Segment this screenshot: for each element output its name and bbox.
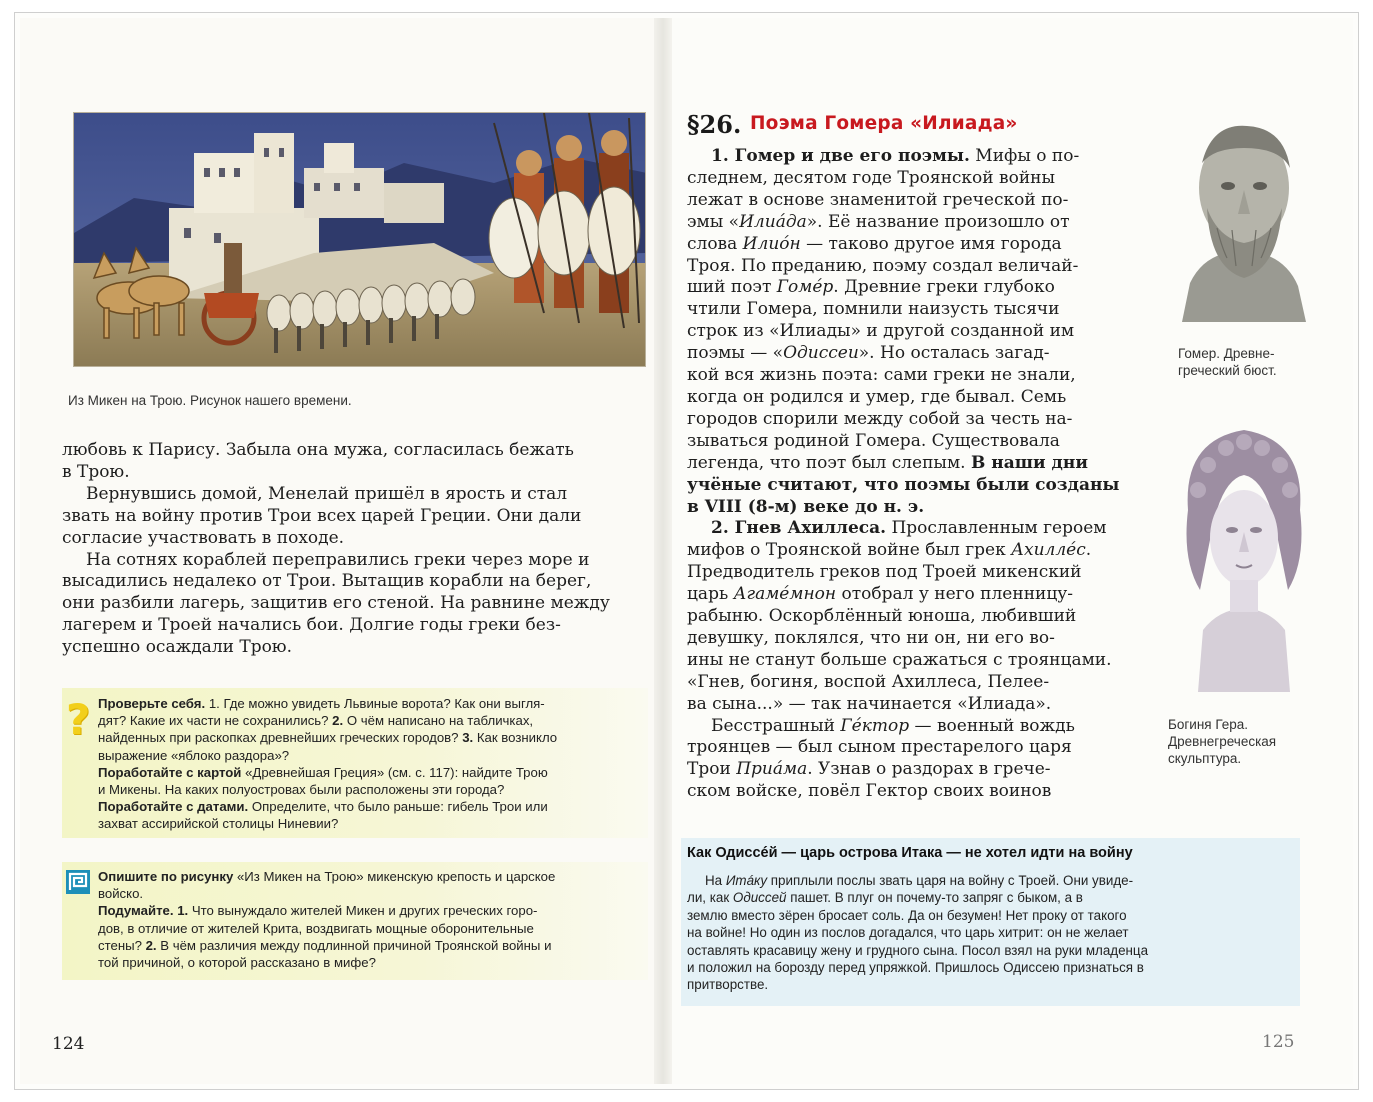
text-line xyxy=(687,343,1149,365)
text-fragment: — таково другое имя города xyxy=(800,233,1062,254)
text-line: когда он родился и умер, где бывал. Семь xyxy=(687,386,1067,407)
question-number: 3. xyxy=(462,730,474,746)
text-fragment: — военный вождь xyxy=(909,715,1075,736)
question-text: О чём написано на табличках, xyxy=(343,713,534,729)
question-text: Как возникло xyxy=(473,730,558,746)
text-fragment: слова xyxy=(687,233,743,254)
term-odysseus: Одиссей xyxy=(732,890,787,906)
box-line: оставлять красавицу жену и грудного сына. Посол взял на руки младенца xyxy=(687,942,1149,958)
task-text: В чём различия между подлинной причиной Троянской войны и xyxy=(156,937,552,953)
text-line: в Трою. xyxy=(62,461,130,482)
text-line xyxy=(687,497,1149,519)
question-mark-icon: ? xyxy=(66,695,91,744)
text-line: успешно осаждали Трою. xyxy=(62,637,293,658)
caption-line: Гомер. Древне- xyxy=(1178,346,1275,361)
text-line xyxy=(687,234,1149,256)
box-line xyxy=(687,889,1297,906)
section1-heading: 1. Гомер и две его поэмы. xyxy=(711,146,970,166)
term-iliad: Илиáда xyxy=(739,211,807,232)
term-priam: Приáма xyxy=(736,759,808,780)
text-line: следнем, десятом годе Троянской войны xyxy=(687,167,1056,188)
homer-bust-image xyxy=(1172,118,1314,322)
task-text: «Из Микен на Трою» микенскую крепость и царское xyxy=(233,869,556,884)
text-line xyxy=(687,540,1149,562)
text-line: любовь к Парису. Забыла она мужа, согласилась бежать xyxy=(62,440,574,460)
text-line: девушку, поклялся, что ни он, ни его во- xyxy=(687,627,1055,648)
section-title: Поэма Гомера «Илиада» xyxy=(750,113,1018,134)
hera-bust-image xyxy=(1168,420,1320,692)
term-homer: Гомéр xyxy=(776,277,834,298)
illustration-mycenae-to-troy xyxy=(73,112,646,367)
map-task-label: Поработайте с картой xyxy=(98,764,242,780)
text-line: лежат в основе знаменитой греческой по- xyxy=(687,189,1069,210)
homer-caption xyxy=(1178,345,1277,379)
highlight-text: учёные считают, что поэмы были созданы xyxy=(687,474,1120,495)
text-line: городов спорили между собой за честь на- xyxy=(687,408,1073,429)
text-line: зываться родиной Гомера. Существовала xyxy=(687,430,1060,451)
text-line xyxy=(687,759,1149,781)
text-fragment: Бесстрашный xyxy=(711,715,841,736)
text-line: высадились недалеко от Трои. Вытащив корабли на берег, xyxy=(62,571,592,592)
question-number: 2. xyxy=(145,937,157,953)
task-text: захват ассирийской столицы Ниневии? xyxy=(98,816,339,832)
text-fragment: ». Но осталась загад- xyxy=(858,343,1050,364)
box-line xyxy=(687,872,1297,889)
term-odyssey: Одиссеи xyxy=(783,343,859,364)
term-hector: Гéктор xyxy=(840,715,910,736)
book-gutter xyxy=(654,18,672,1084)
text-fragment: . Древние греки глубоко xyxy=(833,277,1055,298)
illustration-caption: Из Микен на Трою. Рисунок нашего времени. xyxy=(68,393,352,408)
text-line: кой вся жизнь поэта: сами греки не знали, xyxy=(687,365,1076,386)
text-line: строк из «Илиады» и другой созданной им xyxy=(687,321,1075,342)
text-line: рабыню. Оскорблённый юноша, любивший xyxy=(687,606,1077,627)
term-agamemnon: Агамéмнон xyxy=(733,584,837,605)
box-line: и положил на борозду перед упряжкой. Пришлось Одиссею признаться в xyxy=(687,960,1144,976)
text-fragment: царь xyxy=(687,584,734,605)
text-fragment: ли, как xyxy=(687,890,733,906)
text-line xyxy=(687,453,1149,475)
text-fragment: . xyxy=(1085,540,1092,561)
text-line: они разбили лагерь, защитив его стеной. На равнине между xyxy=(62,593,610,614)
question-number: 2. xyxy=(332,713,344,729)
text-line: лагерем и Троей начались бои. Долгие годы греки без- xyxy=(62,615,561,636)
highlight-text: В наши дни xyxy=(971,452,1088,473)
text-fragment: На xyxy=(705,873,726,888)
text-line xyxy=(687,146,1149,168)
text-line: Троя. По преданию, поэму создал величай- xyxy=(687,255,1079,276)
page-number-left: 124 xyxy=(52,1034,85,1054)
task-text: войско. xyxy=(98,886,144,902)
describe-picture-box xyxy=(62,862,648,980)
caption-line: Богиня Гера. xyxy=(1168,717,1249,732)
dates-task-label: Поработайте с датами. xyxy=(98,799,249,815)
task-text: и Микены. На каких полуостровах были расположены эти города? xyxy=(98,782,505,798)
text-line: чтили Гомера, помнили наизусть тысячи xyxy=(687,299,1060,320)
text-line xyxy=(687,475,1149,497)
text-line: На сотнях кораблей переправились греки через море и xyxy=(86,549,590,570)
text-fragment: Трои xyxy=(687,759,737,780)
task-text: «Древнейшая Греция» (см. с. 117): найдите Трою xyxy=(241,764,548,780)
left-body-text xyxy=(62,440,648,659)
odysseus-box-text xyxy=(687,872,1297,994)
check-yourself-box xyxy=(62,688,648,838)
task-text: Определите, что было раньше: гибель Трои или xyxy=(248,799,548,815)
text-line: ины не станут больше сражаться с троянцами. xyxy=(687,649,1112,670)
page-number-right: 125 xyxy=(1262,1032,1295,1052)
caption-line: греческий бюст. xyxy=(1178,363,1277,378)
text-line: звать на войну против Трои всех царей Греции. Они дали xyxy=(62,505,582,526)
caption-line: скульптура. xyxy=(1168,751,1242,766)
text-line: ва сына...» — так начинается «Илиада». xyxy=(687,693,1052,714)
text-fragment: Прославленным героем xyxy=(886,518,1107,539)
text-line: троянцев — был сыном престарелого царя xyxy=(687,737,1072,758)
text-fragment: мифов о Троянской войне был грек xyxy=(687,540,1012,561)
think-label: Подумайте. 1. xyxy=(98,903,189,919)
section2-heading: 2. Гнев Ахиллеса. xyxy=(711,518,887,539)
caption-line: Древнегреческая xyxy=(1168,734,1277,749)
task-text: Что вынуждало жителей Микен и других греческих горо- xyxy=(188,903,538,919)
text-fragment: Мифы о по- xyxy=(969,146,1080,166)
box-line: притворстве. xyxy=(687,977,769,993)
text-line: Предводитель греков под Троей микенский xyxy=(687,562,1082,583)
right-body-text xyxy=(687,146,1149,803)
text-line: согласие участвовать в походе. xyxy=(62,527,345,548)
text-line: Вернувшись домой, Менелай пришёл в ярость и стал xyxy=(86,483,568,504)
box-line: на войне! Но один из послов догадался, что царь хитрит: он не желает xyxy=(687,925,1129,941)
text-fragment: ший поэт xyxy=(687,277,777,298)
text-fragment: . Узнав о раздорах в грече- xyxy=(807,759,1051,780)
mycenae-army-painting xyxy=(74,113,646,367)
task-text: дов, в отличие от жителей Крита, воздвигать мощные оборонительные xyxy=(98,920,534,936)
text-fragment: поэмы — « xyxy=(687,343,784,364)
text-fragment: приплыли послы звать царя на войну с Троей. Они увиде- xyxy=(767,873,1134,888)
check-yourself-label: Проверьте себя. xyxy=(98,696,206,711)
text-line: ском войске, повёл Гектор своих воинов xyxy=(687,781,1052,802)
text-fragment: эмы « xyxy=(687,211,740,232)
highlight-text: в VIII (8-м) веке до н. э. xyxy=(687,496,925,517)
text-line xyxy=(687,277,1149,299)
meander-icon xyxy=(66,870,90,894)
text-line xyxy=(687,212,1149,234)
text-line xyxy=(687,518,1149,540)
question-text: дят? Какие их части не сохранились? xyxy=(98,713,333,729)
text-fragment: пашет. В плуг он почему-то запряг с быком, а в xyxy=(786,890,1083,906)
task-text: той причиной, о которой рассказано в мифе? xyxy=(98,955,376,971)
odysseus-box-title: Как Одиссéй — царь острова Итака — не хотел идти на войну xyxy=(687,845,1133,861)
question-text: найденных при раскопках древнейших греческих городов? xyxy=(98,730,463,746)
term-ilion: Илиóн xyxy=(742,233,801,254)
text-line xyxy=(687,584,1149,606)
task-text: стены? xyxy=(98,937,146,953)
term-achilles: Ахиллéс xyxy=(1011,540,1086,561)
describe-label: Опишите по рисунку xyxy=(98,869,234,884)
question-text: выражение «яблоко раздора»? xyxy=(98,747,290,763)
text-fragment: ». Её название произошло от xyxy=(806,211,1070,232)
paragraph-number: §26. xyxy=(687,110,742,139)
text-line xyxy=(687,716,1149,738)
text-fragment: отобрал у него пленницу- xyxy=(836,584,1074,605)
box-line: землю вместо зёрен бросает соль. Да он безумен! Нет проку от такого xyxy=(687,907,1127,923)
text-fragment: легенда, что поэт был слепым. xyxy=(687,452,971,473)
text-line: «Гнев, богиня, воспой Ахиллеса, Пелее- xyxy=(687,671,1050,692)
term-ithaca: Итáку xyxy=(725,873,768,888)
hera-caption xyxy=(1168,716,1276,767)
question-text: 1. Где можно увидеть Львиные ворота? Как они выгля- xyxy=(208,696,545,711)
